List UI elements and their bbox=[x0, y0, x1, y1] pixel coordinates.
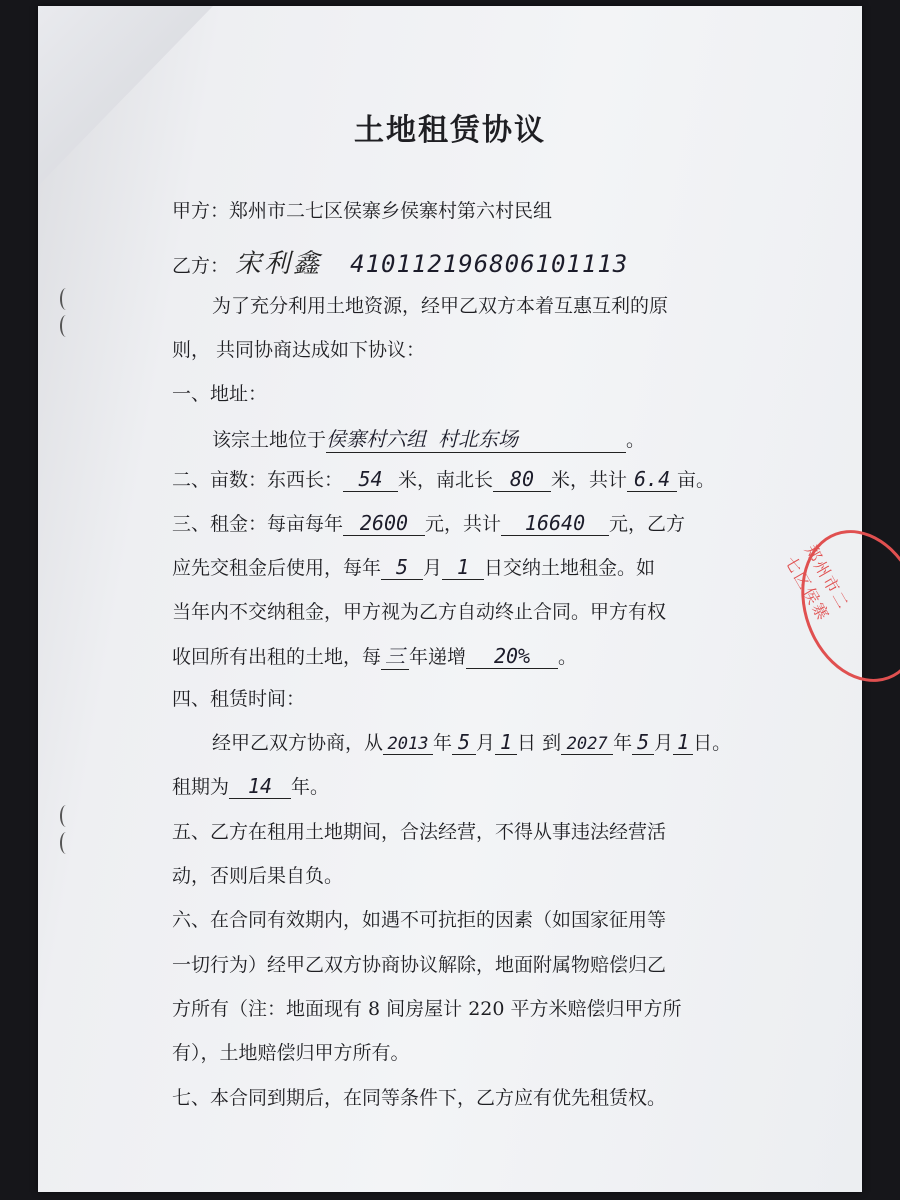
rent-label: 三、租金：每亩每年 bbox=[172, 513, 344, 535]
section-3-line-4 bbox=[172, 640, 577, 670]
total-mu: 6.4 bbox=[627, 467, 677, 492]
rent-total: 16640 bbox=[501, 511, 609, 536]
section-3-line-3: 当年内不交纳租金，甲方视为乙方自动终止合同。甲方有权 bbox=[172, 601, 667, 623]
section-6-line-2: 一切行为）经甲乙双方协商协议解除，地面附属物赔偿归乙 bbox=[172, 954, 667, 976]
term-year-2: 年 bbox=[613, 732, 633, 754]
term-years: 14 bbox=[229, 774, 291, 799]
location-label: 该宗土地位于 bbox=[212, 429, 327, 451]
rent-per-mu: 2600 bbox=[343, 511, 425, 536]
term-text-a: 经甲乙双方协商，从 bbox=[212, 732, 384, 754]
term-text-d: 日 到 bbox=[517, 732, 562, 754]
term-month-2: 月 bbox=[654, 732, 674, 754]
section-4-dates bbox=[212, 728, 731, 755]
section-5-line-1: 五、乙方在租用土地期间，合法经营，不得从事违法经营活 bbox=[172, 821, 667, 843]
start-month: 5 bbox=[452, 730, 476, 755]
term-length-label: 租期为 bbox=[172, 776, 230, 798]
start-year: 2013 bbox=[383, 734, 433, 755]
party-b-name-handwritten: 宋利鑫 bbox=[235, 249, 323, 279]
section-3-line-2 bbox=[172, 553, 655, 580]
section-2-line bbox=[172, 465, 715, 492]
north-south-length: 80 bbox=[493, 467, 551, 492]
party-b-line bbox=[172, 243, 628, 280]
section-1-heading: 一、地址： bbox=[172, 383, 268, 405]
section-6-line-4: 有），土地赔偿归甲方所有。 bbox=[172, 1042, 410, 1064]
seal-text: 郑州市二七区侯寨 bbox=[781, 541, 854, 625]
section-6-line-1: 六、在合同有效期内，如遇不可抗拒的因素（如国家征用等 bbox=[172, 909, 667, 931]
location-handwritten: 侯寨村六组 村北东场 bbox=[326, 423, 626, 453]
intro-line-2: 则， 共同协商达成如下协议： bbox=[172, 339, 426, 361]
end-day: 1 bbox=[673, 730, 693, 755]
payment-day: 1 bbox=[442, 555, 484, 580]
rent-mid: 元，共计 bbox=[425, 513, 502, 535]
increase-text-c: 。 bbox=[558, 646, 578, 668]
section-7-line-1: 七、本合同到期后，在同等条件下，乙方应有优先租赁权。 bbox=[172, 1087, 667, 1109]
intro-line-1: 为了充分利用土地资源，经甲乙双方本着互惠互利的原 bbox=[212, 295, 669, 317]
start-day: 1 bbox=[495, 730, 517, 755]
section-4-term bbox=[172, 772, 329, 799]
location-end: 。 bbox=[626, 429, 646, 451]
area-mid-1: 米，南北长 bbox=[398, 469, 494, 491]
section-4-heading: 四、租赁时间： bbox=[172, 688, 306, 710]
section-6-line-3: 方所有（注：地面现有 8 间房屋计 220 平方米赔偿归甲方所 bbox=[172, 998, 682, 1020]
party-a-line: 甲方：郑州市二七区侯寨乡侯寨村第六村民组 bbox=[172, 200, 553, 222]
payment-month: 5 bbox=[381, 555, 423, 580]
payment-text-b: 月 bbox=[423, 557, 443, 579]
east-west-length: 54 bbox=[343, 467, 398, 492]
section-5-line-2: 动，否则后果自负。 bbox=[172, 865, 344, 887]
term-month-1: 月 bbox=[476, 732, 496, 754]
area-mid-2: 米，共计 bbox=[551, 469, 628, 491]
term-length-end: 年。 bbox=[291, 776, 330, 798]
end-month: 5 bbox=[632, 730, 654, 755]
term-year-1: 年 bbox=[433, 732, 453, 754]
area-end: 亩。 bbox=[677, 469, 716, 491]
document-title: 土地租赁协议 bbox=[354, 113, 546, 148]
increase-text-b: 年递增 bbox=[409, 646, 467, 668]
end-year: 2027 bbox=[561, 734, 613, 755]
payment-text-a: 应先交租金后使用，每年 bbox=[172, 557, 382, 579]
increase-years: 三 bbox=[381, 640, 409, 670]
section-3-line-1 bbox=[172, 509, 685, 536]
payment-text-c: 日交纳土地租金。如 bbox=[484, 557, 656, 579]
area-label: 二、亩数：东西长： bbox=[172, 469, 344, 491]
increase-percent: 20% bbox=[466, 644, 558, 669]
rent-end: 元，乙方 bbox=[609, 513, 686, 535]
increase-text-a: 收回所有出租的土地，每 bbox=[172, 646, 382, 668]
term-text-e: 日。 bbox=[693, 732, 732, 754]
section-1-text bbox=[212, 423, 645, 453]
party-b-id-handwritten: 410112196806101113 bbox=[350, 250, 629, 278]
party-b-label: 乙方： bbox=[172, 255, 230, 277]
